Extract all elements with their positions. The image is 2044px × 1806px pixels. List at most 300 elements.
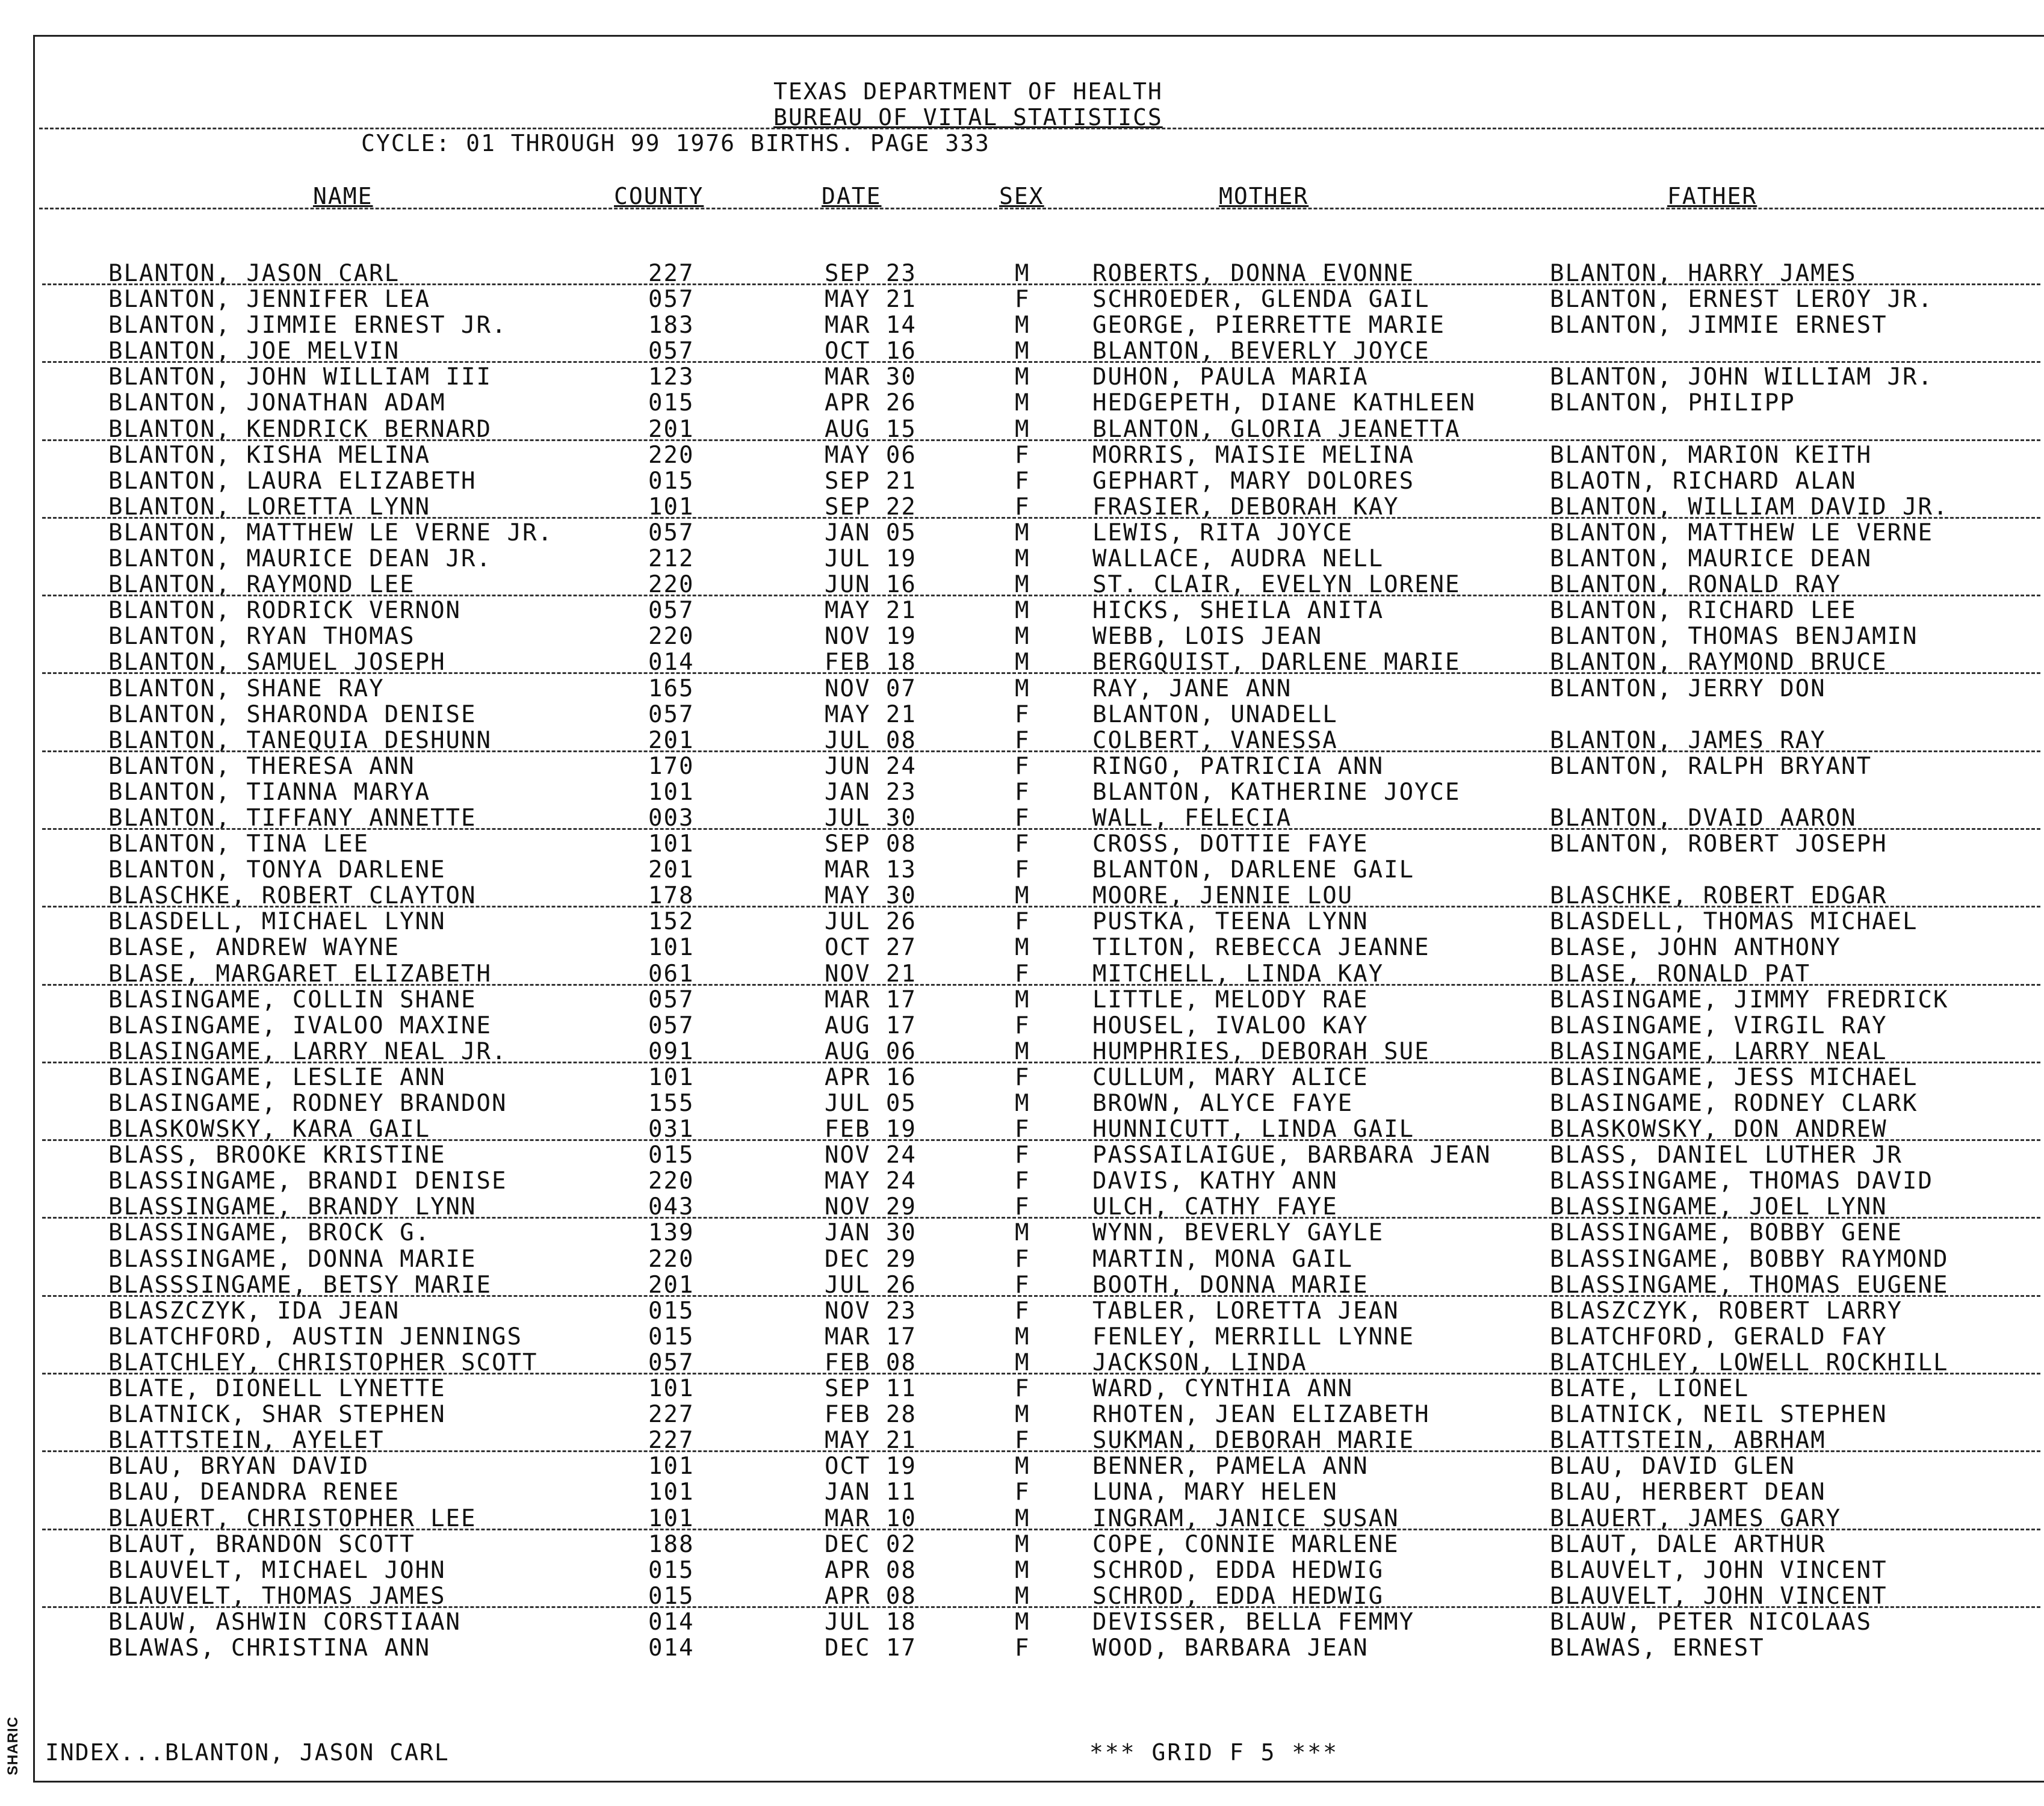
table-row (0, 1324, 2044, 1350)
record-father: BLAUVELT, JOHN VINCENT (1550, 1582, 1888, 1610)
table-row (0, 364, 2044, 390)
record-mother: WALL, FELECIA (1092, 804, 1292, 832)
record-father: BLASINGAME, LARRY NEAL (1550, 1038, 1888, 1065)
record-county: 170 (648, 752, 695, 780)
record-county: 057 (648, 286, 695, 314)
record-county: 057 (648, 338, 695, 365)
record-name: BLASSSINGAME, BETSY MARIE (108, 1271, 492, 1299)
record-county: 101 (648, 1063, 695, 1091)
record-date: MAY 21 (825, 1427, 917, 1455)
record-name: BLANTON, LAURA ELIZABETH (108, 467, 477, 495)
record-mother: SCHROD, EDDA HEDWIG (1092, 1556, 1384, 1584)
record-name: BLATE, DIONELL LYNETTE (108, 1375, 446, 1403)
record-father: BLANTON, MARION KEITH (1550, 441, 1872, 469)
record-name: BLANTON, RYAN THOMAS (108, 623, 415, 651)
record-father: BLAUW, PETER NICOLAAS (1550, 1608, 1872, 1636)
record-county: 178 (648, 882, 695, 910)
record-sex: M (1015, 1349, 1030, 1376)
record-date: MAY 21 (825, 700, 917, 728)
table-row (0, 468, 2044, 494)
record-father: BLANTON, JERRY DON (1550, 675, 1826, 702)
record-sex: F (1015, 778, 1030, 806)
table-row (0, 520, 2044, 546)
record-mother: WEBB, LOIS JEAN (1092, 623, 1323, 651)
record-name: BLASS, BROOKE KRISTINE (108, 1142, 446, 1169)
record-date: DEC 29 (825, 1245, 917, 1273)
record-date: JUL 18 (825, 1608, 917, 1636)
record-county: 227 (648, 1401, 695, 1429)
record-father: BLASINGAME, JIMMY FREDRICK (1550, 986, 1949, 1013)
record-sex: F (1015, 908, 1030, 936)
header-bureau: BUREAU OF VITAL STATISTICS (773, 104, 1163, 131)
record-county: 201 (648, 415, 695, 443)
table-row (0, 1090, 2044, 1116)
table-row (0, 1168, 2044, 1194)
record-mother: BLANTON, BEVERLY JOYCE (1092, 338, 1430, 365)
record-name: BLASINGAME, RODNEY BRANDON (108, 1090, 507, 1117)
record-sex: M (1015, 1453, 1030, 1480)
record-father: BLASSINGAME, BOBBY RAYMOND (1550, 1245, 1949, 1273)
table-row (0, 702, 2044, 728)
record-date: FEB 28 (825, 1401, 917, 1429)
record-sex: M (1015, 519, 1030, 546)
record-name: BLANTON, MAURICE DEAN JR. (108, 545, 492, 573)
record-name: BLASSINGAME, BROCK G. (108, 1219, 431, 1247)
record-mother: RAY, JANE ANN (1092, 675, 1292, 702)
table-row (0, 1246, 2044, 1272)
record-sex: F (1015, 752, 1030, 780)
record-county: 101 (648, 934, 695, 962)
record-mother: MARTIN, MONA GAIL (1092, 1245, 1354, 1273)
record-sex: M (1015, 986, 1030, 1013)
record-date: MAY 24 (825, 1167, 917, 1195)
record-sex: M (1015, 1556, 1030, 1584)
record-county: 139 (648, 1219, 695, 1247)
record-name: BLAUW, ASHWIN CORSTIAAN (108, 1608, 462, 1636)
table-row (0, 883, 2044, 909)
column-header-mother: MOTHER (1219, 183, 1309, 209)
table-row (0, 416, 2044, 442)
record-county: 201 (648, 1271, 695, 1299)
record-name: BLAU, DEANDRA RENEE (108, 1479, 400, 1506)
record-county: 057 (648, 597, 695, 625)
record-date: MAY 30 (825, 882, 917, 910)
record-father: BLAUT, DALE ARTHUR (1550, 1530, 1826, 1558)
record-father: BLANTON, MAURICE DEAN (1550, 545, 1872, 573)
table-row (0, 1142, 2044, 1168)
record-date: MAY 21 (825, 597, 917, 625)
record-date: JUL 19 (825, 545, 917, 573)
record-sex: M (1015, 363, 1030, 391)
record-name: BLANTON, TIANNA MARYA (108, 778, 431, 806)
record-father: BLASSINGAME, JOEL LYNN (1550, 1193, 1888, 1221)
record-mother: ST. CLAIR, EVELYN LORENE (1092, 571, 1461, 599)
record-name: BLANTON, SHANE RAY (108, 675, 385, 702)
table-row (0, 261, 2044, 286)
record-sex: M (1015, 1530, 1030, 1558)
record-mother: BOOTH, DONNA MARIE (1092, 1271, 1369, 1299)
record-date: OCT 19 (825, 1453, 917, 1480)
record-mother: BLANTON, DARLENE GAIL (1092, 856, 1415, 884)
footer-index: INDEX...BLANTON, JASON CARL (45, 1739, 450, 1766)
record-mother: SCHROD, EDDA HEDWIG (1092, 1582, 1384, 1610)
record-sex: F (1015, 1063, 1030, 1091)
record-father: BLANTON, DVAID AARON (1550, 804, 1857, 832)
record-mother: DUHON, PAULA MARIA (1092, 363, 1369, 391)
record-date: JAN 23 (825, 778, 917, 806)
column-header-county: COUNTY (614, 183, 704, 209)
table-row (0, 312, 2044, 338)
record-father: BLATNICK, NEIL STEPHEN (1550, 1401, 1888, 1429)
record-mother: COPE, CONNIE MARLENE (1092, 1530, 1399, 1558)
table-row (0, 1609, 2044, 1635)
table-row (0, 1506, 2044, 1532)
record-father: BLANTON, RICHARD LEE (1550, 597, 1857, 625)
record-county: 014 (648, 1634, 695, 1662)
record-father: BLASKOWSKY, DON ANDREW (1550, 1116, 1888, 1143)
record-sex: M (1015, 312, 1030, 339)
table-row (0, 1039, 2044, 1065)
record-sex: M (1015, 571, 1030, 599)
record-date: APR 08 (825, 1582, 917, 1610)
record-county: 201 (648, 726, 695, 754)
record-name: BLASSINGAME, DONNA MARIE (108, 1245, 477, 1273)
record-name: BLANTON, RODRICK VERNON (108, 597, 462, 625)
record-mother: HEDGEPETH, DIANE KATHLEEN (1092, 389, 1476, 417)
record-county: 015 (648, 1142, 695, 1169)
record-father: BLASSINGAME, THOMAS EUGENE (1550, 1271, 1949, 1299)
record-sex: F (1015, 726, 1030, 754)
record-date: SEP 11 (825, 1375, 917, 1403)
record-name: BLAUVELT, MICHAEL JOHN (108, 1556, 446, 1584)
record-mother: HUMPHRIES, DEBORAH SUE (1092, 1038, 1430, 1065)
record-mother: JACKSON, LINDA (1092, 1349, 1307, 1376)
record-county: 101 (648, 493, 695, 521)
record-sex: M (1015, 934, 1030, 962)
record-father: BLASSINGAME, THOMAS DAVID (1550, 1167, 1933, 1195)
record-county: 152 (648, 908, 695, 936)
table-row (0, 935, 2044, 960)
record-sex: M (1015, 1504, 1030, 1532)
record-father: BLANTON, MATTHEW LE VERNE (1550, 519, 1933, 546)
record-county: 015 (648, 1556, 695, 1584)
record-sex: F (1015, 1271, 1030, 1299)
record-name: BLANTON, TANEQUIA DESHUNN (108, 726, 492, 754)
record-sex: F (1015, 1427, 1030, 1455)
record-sex: F (1015, 1297, 1030, 1325)
record-father: BLANTON, RAYMOND BRUCE (1550, 649, 1888, 676)
table-row (0, 1635, 2044, 1661)
record-mother: DAVIS, KATHY ANN (1092, 1167, 1338, 1195)
record-county: 220 (648, 571, 695, 599)
record-sex: F (1015, 1012, 1030, 1039)
table-row (0, 961, 2044, 987)
record-name: BLASINGAME, COLLIN SHANE (108, 986, 477, 1013)
table-row (0, 1194, 2044, 1220)
record-sex: F (1015, 1142, 1030, 1169)
record-sex: M (1015, 389, 1030, 417)
record-name: BLANTON, JONATHAN ADAM (108, 389, 446, 417)
record-county: 101 (648, 778, 695, 806)
record-mother: CROSS, DOTTIE FAYE (1092, 830, 1369, 858)
record-county: 227 (648, 260, 695, 287)
record-sex: M (1015, 623, 1030, 651)
record-name: BLAUERT, CHRISTOPHER LEE (108, 1504, 477, 1532)
record-sex: F (1015, 960, 1030, 988)
record-mother: GEORGE, PIERRETTE MARIE (1092, 312, 1446, 339)
record-name: BLANTON, LORETTA LYNN (108, 493, 431, 521)
record-mother: TABLER, LORETTA JEAN (1092, 1297, 1399, 1325)
table-row (0, 1583, 2044, 1609)
record-father: BLANTON, JAMES RAY (1550, 726, 1826, 754)
record-mother: WALLACE, AUDRA NELL (1092, 545, 1384, 573)
record-mother: RINGO, PATRICIA ANN (1092, 752, 1384, 780)
record-mother: INGRAM, JANICE SUSAN (1092, 1504, 1399, 1532)
record-sex: F (1015, 286, 1030, 314)
record-county: 014 (648, 649, 695, 676)
table-row (0, 909, 2044, 935)
table-row (0, 572, 2044, 598)
record-date: AUG 15 (825, 415, 917, 443)
record-name: BLASDELL, MICHAEL LYNN (108, 908, 446, 936)
record-father: BLANTON, JIMMIE ERNEST (1550, 312, 1888, 339)
record-sex: F (1015, 1167, 1030, 1195)
record-date: JUL 05 (825, 1090, 917, 1117)
record-date: MAR 14 (825, 312, 917, 339)
record-county: 101 (648, 830, 695, 858)
record-date: OCT 27 (825, 934, 917, 962)
record-name: BLAUVELT, THOMAS JAMES (108, 1582, 446, 1610)
record-county: 227 (648, 1427, 695, 1455)
record-sex: F (1015, 1116, 1030, 1143)
record-name: BLANTON, JIMMIE ERNEST JR. (108, 312, 507, 339)
record-county: 091 (648, 1038, 695, 1065)
record-date: NOV 24 (825, 1142, 917, 1169)
record-date: MAR 13 (825, 856, 917, 884)
record-sex: F (1015, 804, 1030, 832)
table-row (0, 805, 2044, 831)
record-mother: FRASIER, DEBORAH KAY (1092, 493, 1399, 521)
record-father: BLANTON, ROBERT JOSEPH (1550, 830, 1888, 858)
record-date: APR 26 (825, 389, 917, 417)
table-row (0, 987, 2044, 1013)
record-father: BLASINGAME, JESS MICHAEL (1550, 1063, 1918, 1091)
table-row (0, 1065, 2044, 1090)
record-father: BLASE, RONALD PAT (1550, 960, 1811, 988)
table-row (0, 1376, 2044, 1402)
record-mother: HUNNICUTT, LINDA GAIL (1092, 1116, 1415, 1143)
record-county: 015 (648, 389, 695, 417)
record-county: 057 (648, 519, 695, 546)
record-mother: GEPHART, MARY DOLORES (1092, 467, 1415, 495)
record-date: APR 08 (825, 1556, 917, 1584)
record-date: JUN 24 (825, 752, 917, 780)
record-county: 155 (648, 1090, 695, 1117)
record-date: DEC 02 (825, 1530, 917, 1558)
record-mother: MITCHELL, LINDA KAY (1092, 960, 1384, 988)
record-mother: BLANTON, UNADELL (1092, 700, 1338, 728)
table-row (0, 623, 2044, 649)
record-name: BLATCHLEY, CHRISTOPHER SCOTT (108, 1349, 538, 1376)
record-county: 183 (648, 312, 695, 339)
record-mother: PASSAILAIGUE, BARBARA JEAN (1092, 1142, 1491, 1169)
record-sex: F (1015, 441, 1030, 469)
record-mother: MORRIS, MAISIE MELINA (1092, 441, 1415, 469)
column-header-date: DATE (822, 183, 882, 209)
record-father: BLAU, HERBERT DEAN (1550, 1479, 1826, 1506)
record-father: BLASSINGAME, BOBBY GENE (1550, 1219, 1903, 1247)
record-county: 043 (648, 1193, 695, 1221)
record-date: NOV 07 (825, 675, 917, 702)
table-row (0, 1532, 2044, 1557)
record-county: 220 (648, 623, 695, 651)
record-date: NOV 23 (825, 1297, 917, 1325)
record-mother: BLANTON, GLORIA JEANETTA (1092, 415, 1461, 443)
record-mother: BENNER, PAMELA ANN (1092, 1453, 1369, 1480)
record-sex: F (1015, 1479, 1030, 1506)
header-cycle: CYCLE: 01 THROUGH 99 1976 BIRTHS. PAGE 333 (361, 130, 990, 156)
record-sex: M (1015, 1582, 1030, 1610)
record-sex: M (1015, 882, 1030, 910)
record-name: BLANTON, JASON CARL (108, 260, 400, 287)
record-date: OCT 16 (825, 338, 917, 365)
table-row (0, 598, 2044, 623)
record-name: BLANTON, TINA LEE (108, 830, 370, 858)
record-mother: FENLEY, MERRILL LYNNE (1092, 1323, 1415, 1350)
table-row (0, 494, 2044, 520)
footer-grid: *** GRID F 5 *** (1089, 1739, 1339, 1766)
record-father: BLASDELL, THOMAS MICHAEL (1550, 908, 1918, 936)
record-father: BLAUVELT, JOHN VINCENT (1550, 1556, 1888, 1584)
record-date: NOV 21 (825, 960, 917, 988)
record-name: BLANTON, JOHN WILLIAM III (108, 363, 492, 391)
record-date: DEC 17 (825, 1634, 917, 1662)
record-sex: M (1015, 415, 1030, 443)
record-name: BLANTON, TONYA DARLENE (108, 856, 446, 884)
record-mother: PUSTKA, TEENA LYNN (1092, 908, 1369, 936)
record-sex: F (1015, 493, 1030, 521)
record-mother: TILTON, REBECCA JEANNE (1092, 934, 1430, 962)
record-sex: M (1015, 649, 1030, 676)
table-row (0, 779, 2044, 805)
record-date: MAR 17 (825, 1323, 917, 1350)
record-mother: LEWIS, RITA JOYCE (1092, 519, 1354, 546)
record-name: BLASINGAME, LESLIE ANN (108, 1063, 446, 1091)
record-mother: MOORE, JENNIE LOU (1092, 882, 1354, 910)
record-county: 015 (648, 1297, 695, 1325)
record-county: 165 (648, 675, 695, 702)
record-county: 220 (648, 1245, 695, 1273)
record-county: 057 (648, 986, 695, 1013)
record-name: BLASCHKE, ROBERT CLAYTON (108, 882, 477, 910)
table-row (0, 286, 2044, 312)
record-sex: M (1015, 675, 1030, 702)
record-mother: DEVISSER, BELLA FEMMY (1092, 1608, 1415, 1636)
record-date: MAY 06 (825, 441, 917, 469)
record-date: AUG 06 (825, 1038, 917, 1065)
table-row (0, 1220, 2044, 1246)
record-name: BLATCHFORD, AUSTIN JENNINGS (108, 1323, 522, 1350)
record-father: BLANTON, ERNEST LEROY JR. (1550, 286, 1933, 314)
record-name: BLASSINGAME, BRANDY LYNN (108, 1193, 477, 1221)
table-row (0, 442, 2044, 468)
record-name: BLANTON, KENDRICK BERNARD (108, 415, 492, 443)
record-name: BLANTON, JENNIFER LEA (108, 286, 431, 314)
record-mother: WARD, CYNTHIA ANN (1092, 1375, 1354, 1403)
record-father: BLASINGAME, VIRGIL RAY (1550, 1012, 1888, 1039)
record-father: BLASZCZYK, ROBERT LARRY (1550, 1297, 1903, 1325)
record-father: BLAUERT, JAMES GARY (1550, 1504, 1842, 1532)
record-date: JUL 08 (825, 726, 917, 754)
table-row (0, 1453, 2044, 1479)
record-name: BLANTON, SHARONDA DENISE (108, 700, 477, 728)
record-father: BLAOTN, RICHARD ALAN (1550, 467, 1857, 495)
record-name: BLASINGAME, LARRY NEAL JR. (108, 1038, 507, 1065)
record-father: BLATCHLEY, LOWELL ROCKHILL (1550, 1349, 1949, 1376)
record-father: BLATTSTEIN, ABRHAM (1550, 1427, 1826, 1455)
record-mother: BLANTON, KATHERINE JOYCE (1092, 778, 1461, 806)
record-date: JUL 26 (825, 1271, 917, 1299)
record-name: BLANTON, KISHA MELINA (108, 441, 431, 469)
table-row (0, 649, 2044, 675)
record-mother: ROBERTS, DONNA EVONNE (1092, 260, 1415, 287)
record-date: AUG 17 (825, 1012, 917, 1039)
record-county: 057 (648, 700, 695, 728)
record-sex: F (1015, 856, 1030, 884)
record-mother: WOOD, BARBARA JEAN (1092, 1634, 1369, 1662)
table-row (0, 1427, 2044, 1453)
record-mother: BERGQUIST, DARLENE MARIE (1092, 649, 1461, 676)
table-row (0, 1272, 2044, 1298)
record-mother: WYNN, BEVERLY GAYLE (1092, 1219, 1384, 1247)
record-name: BLAWAS, CHRISTINA ANN (108, 1634, 431, 1662)
record-mother: ULCH, CATHY FAYE (1092, 1193, 1338, 1221)
record-father: BLAWAS, ERNEST (1550, 1634, 1765, 1662)
record-father: BLANTON, JOHN WILLIAM JR. (1550, 363, 1933, 391)
record-date: FEB 19 (825, 1116, 917, 1143)
record-county: 014 (648, 1608, 695, 1636)
table-row (0, 1402, 2044, 1427)
column-header-sex: SEX (999, 183, 1044, 209)
record-father: BLASINGAME, RODNEY CLARK (1550, 1090, 1918, 1117)
record-date: JAN 30 (825, 1219, 917, 1247)
record-county: 031 (648, 1116, 695, 1143)
record-date: SEP 22 (825, 493, 917, 521)
column-header-father: FATHER (1667, 183, 1758, 209)
record-sex: F (1015, 467, 1030, 495)
record-name: BLASSINGAME, BRANDI DENISE (108, 1167, 507, 1195)
table-row (0, 546, 2044, 572)
record-name: BLASZCZYK, IDA JEAN (108, 1297, 400, 1325)
record-date: NOV 29 (825, 1193, 917, 1221)
column-header-name: NAME (313, 183, 373, 209)
record-sex: F (1015, 830, 1030, 858)
record-county: 212 (648, 545, 695, 573)
record-date: MAR 10 (825, 1504, 917, 1532)
record-mother: BROWN, ALYCE FAYE (1092, 1090, 1354, 1117)
side-stamp: SHARIC (5, 1716, 21, 1775)
record-mother: SUKMAN, DEBORAH MARIE (1092, 1427, 1415, 1455)
record-father: BLAU, DAVID GLEN (1550, 1453, 1795, 1480)
record-father: BLANTON, WILLIAM DAVID JR. (1550, 493, 1949, 521)
record-name: BLANTON, JOE MELVIN (108, 338, 400, 365)
record-father: BLANTON, RONALD RAY (1550, 571, 1842, 599)
record-date: APR 16 (825, 1063, 917, 1091)
record-mother: LUNA, MARY HELEN (1092, 1479, 1338, 1506)
record-sex: M (1015, 1401, 1030, 1429)
record-sex: F (1015, 1375, 1030, 1403)
record-name: BLAUT, BRANDON SCOTT (108, 1530, 415, 1558)
